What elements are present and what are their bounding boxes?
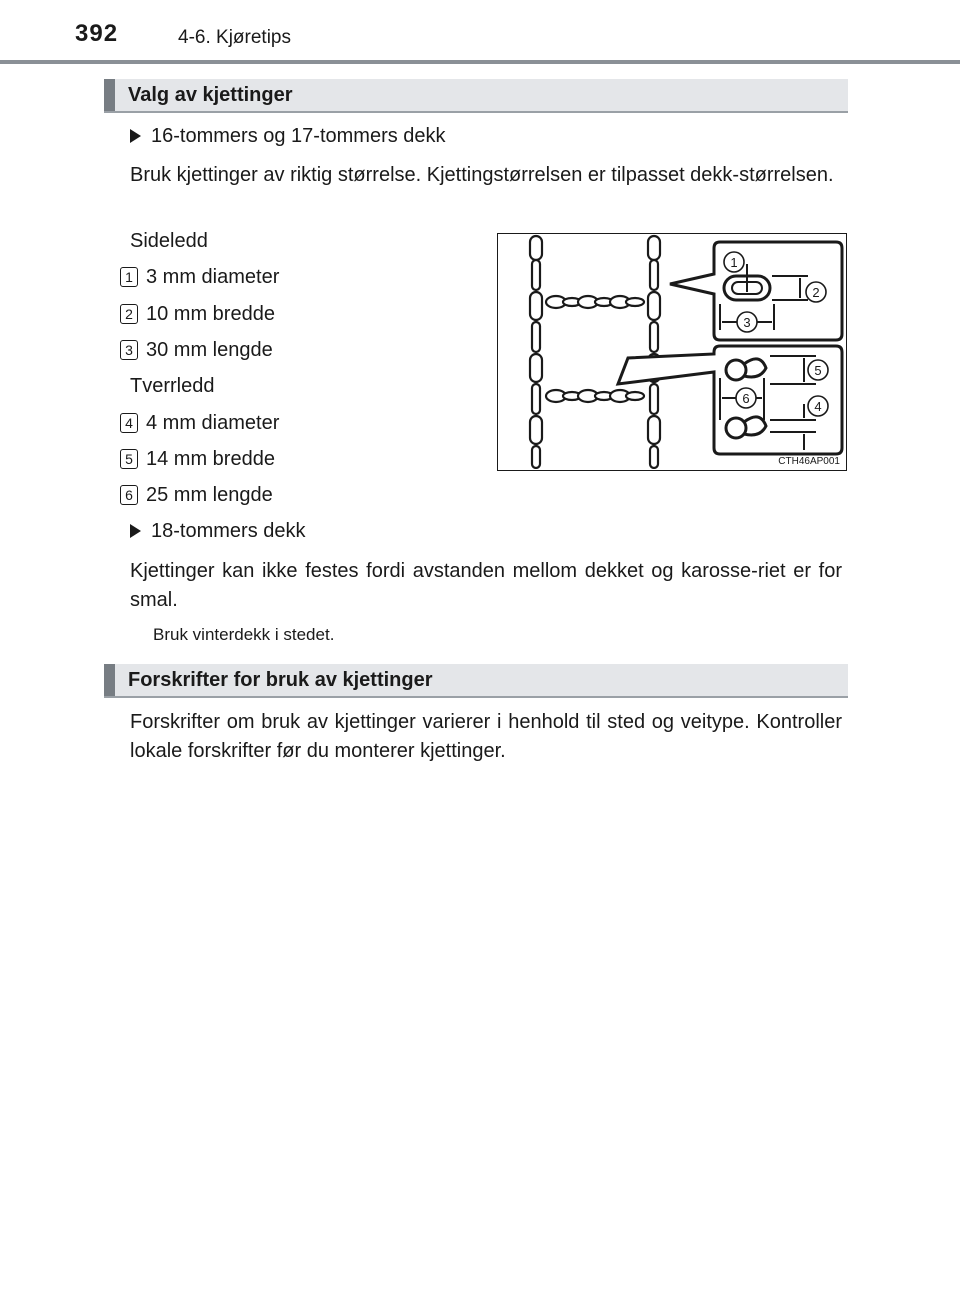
callout-label: 6 — [742, 391, 750, 406]
bullet-text: 16-tommers og 17-tommers dekk — [151, 125, 446, 147]
triangle-bullet-icon — [130, 524, 141, 538]
list-item — [120, 339, 273, 362]
title-bar — [104, 664, 115, 696]
paragraph-chain-size: Bruk kjettinger av riktig størrelse. Kjettingstørrelsen er tilpasset dekk-størrelsen. — [130, 164, 834, 186]
list-item-text: 25 mm lengde — [146, 484, 273, 506]
list-item — [120, 484, 273, 507]
bullet-text: 18-tommers dekk — [151, 520, 306, 542]
list-item — [120, 448, 275, 471]
callout-number: 3 — [120, 340, 138, 360]
section-title-chains — [104, 79, 848, 113]
triangle-bullet-icon — [130, 129, 141, 143]
side-link-heading: Sideledd — [130, 230, 208, 252]
section-title-regulations — [104, 664, 848, 698]
callout-label: 5 — [814, 363, 822, 378]
callout-label: 2 — [812, 285, 820, 300]
chain-diagram — [498, 234, 845, 469]
header-rule — [0, 60, 960, 64]
figure-code: CTH46AP001 — [778, 456, 840, 467]
list-item-text: 10 mm bredde — [146, 303, 275, 325]
list-item-text: 3 mm diameter — [146, 266, 280, 288]
callout-number: 6 — [120, 485, 138, 505]
callout-label: 3 — [743, 315, 751, 330]
callout-number: 2 — [120, 304, 138, 324]
section-path: 4-6. Kjøretips — [178, 27, 291, 48]
callout-label: 4 — [814, 399, 822, 414]
list-item — [120, 303, 275, 326]
list-item-text: 30 mm lengde — [146, 339, 273, 361]
section-title-text: Forskrifter for bruk av kjettinger — [128, 669, 433, 691]
note-winter-tires: Bruk vinterdekk i stedet. — [153, 625, 335, 644]
list-item — [120, 412, 279, 435]
upper-cross-chain — [546, 296, 644, 308]
section-title-text: Valg av kjettinger — [128, 84, 293, 106]
chain-illustration — [497, 233, 847, 471]
list-item — [120, 266, 279, 289]
callout-number: 5 — [120, 449, 138, 469]
right-vertical-chain — [648, 236, 660, 468]
title-bar — [104, 79, 115, 111]
bullet-18-inch — [130, 520, 306, 543]
list-item-text: 4 mm diameter — [146, 412, 280, 434]
cross-link-heading: Tverrledd — [130, 375, 215, 397]
page-number: 392 — [75, 20, 119, 47]
paragraph-regulations: Forskrifter om bruk av kjettinger varierer i henhold til sted og veitype. Kontroller lokale forskrifter før du monterer kjettinger. — [130, 711, 842, 762]
callout-label: 1 — [730, 255, 738, 270]
paragraph-clearance: Kjettinger kan ikke festes fordi avstanden mellom dekket og karosse-riet er for smal. — [130, 560, 842, 611]
left-vertical-chain — [530, 236, 542, 468]
lower-cross-chain — [546, 390, 644, 402]
callout-number: 1 — [120, 267, 138, 287]
callout-number: 4 — [120, 413, 138, 433]
bullet-16-17-inch — [130, 125, 446, 148]
list-item-text: 14 mm bredde — [146, 448, 275, 470]
